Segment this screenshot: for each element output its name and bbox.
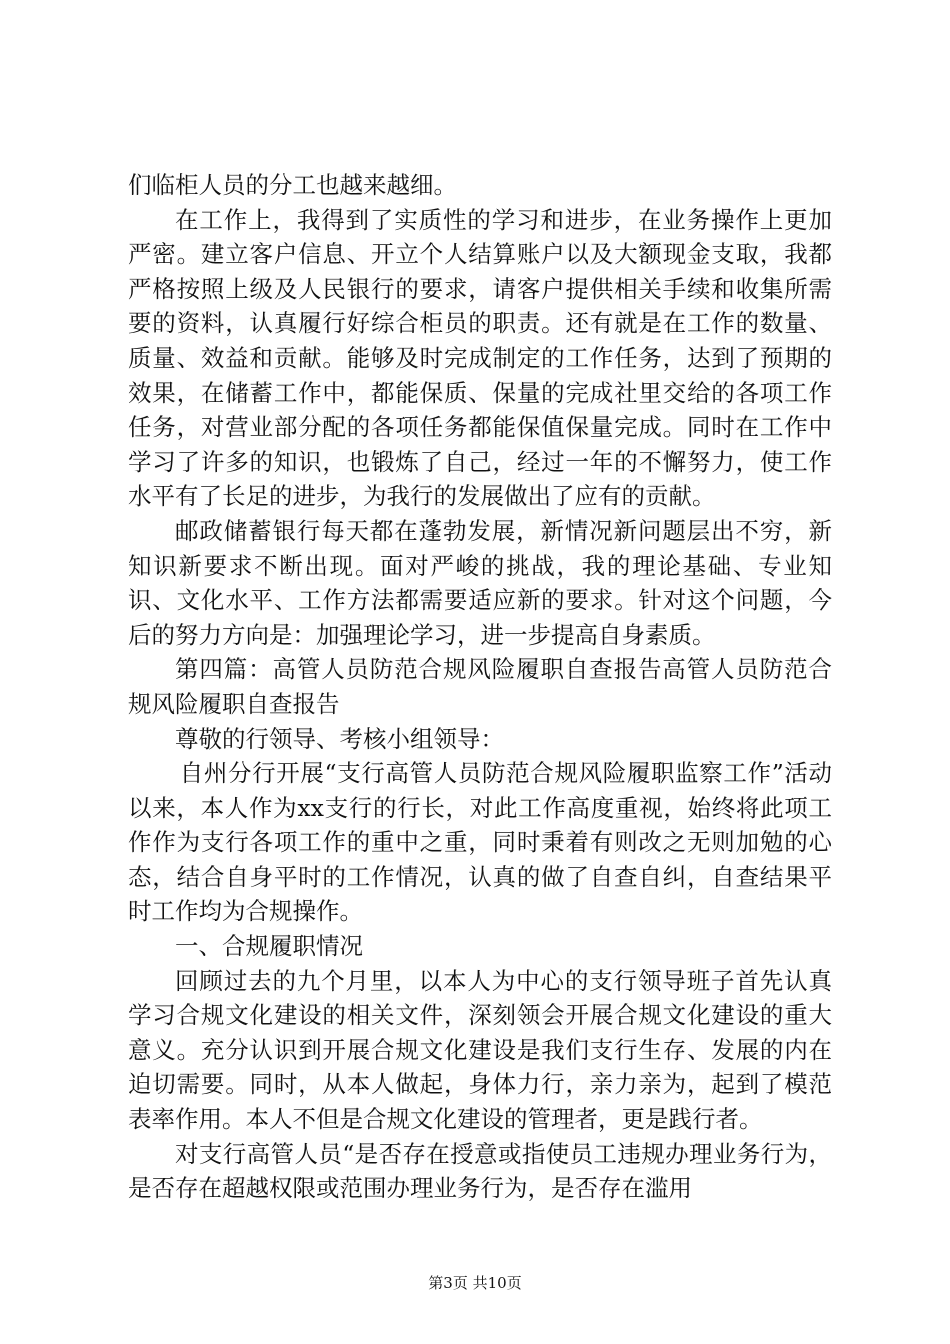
paragraph-2: 在工作上，我得到了实质性的学习和进步，在业务操作上更加严密。建立客户信息、开立个人结算账户以及大额现金支取，我都严格按照上级及人民银行的要求，请客户提供相关手续和收集所需要的资料，认真履行好综合柜员的职责。还有就是在工作的数量、质量、效益和贡献。能够及时完成制定的工作任务，达到了预期的效果，在储蓄工作中，都能保质、保量的完成社里交给的各项工作任务，对营业部分配的各项任务都能保值保量完成。同时在工作中学习了许多的知识，也锻炼了自己，经过一年的不懈努力，使工作水平有了长足的进步，为我行的发展做出了应有的贡献。 xyxy=(128,205,832,511)
paragraph-3: 邮政储蓄银行每天都在蓬勃发展，新情况新问题层出不穷，新知识新要求不断出现。面对严峻的挑战，我的理论基础、专业知识、文化水平、工作方法都需要适应新的要求。针对这个问题，今后的努力方向是：加强理论学习，进一步提高自身素质。 xyxy=(128,516,832,649)
paragraph-8: 回顾过去的九个月里，以本人为中心的支行领导班子首先认真学习合规文化建设的相关文件，深刻领会开展合规文化建设的重大意义。充分认识到开展合规文化建设是我们支行生存、发展的内在迫切需要。同时，从本人做起，身体力行，亲力亲为，起到了模范表率作用。本人不但是合规文化建设的管理者，更是践行者。 xyxy=(128,966,832,1134)
paragraph-1: 们临柜人员的分工也越来越细。 xyxy=(128,171,457,199)
salutation: 尊敬的行领导、考核小组领导： xyxy=(175,724,504,753)
document-body xyxy=(128,168,832,1206)
paragraph-6: 自州分行开展“支行高管人员防范合规风险履职监察工作”活动以来，本人作为xx支行的行长，对此工作高度重视，始终将此项工作作为支行各项工作的重中之重，同时秉着有则改之无则加勉的心态，结合自身平时的工作情况，认真的做了自查自纠，自查结果平时工作均为合规操作。 xyxy=(128,759,832,926)
subheading-1: 一、合规履职情况 xyxy=(175,932,363,961)
page-footer: 第3页 共10页 xyxy=(428,1274,522,1292)
paragraph-9: 对支行高管人员“是否存在授意或指使员工违规办理业务行为，是否存在超越权限或范围办理业务行为，是否存在滥用 xyxy=(128,1139,832,1203)
section-heading-4: 第四篇：高管人员防范合规风险履职自查报告高管人员防范合规风险履职自查报告 xyxy=(128,655,832,718)
